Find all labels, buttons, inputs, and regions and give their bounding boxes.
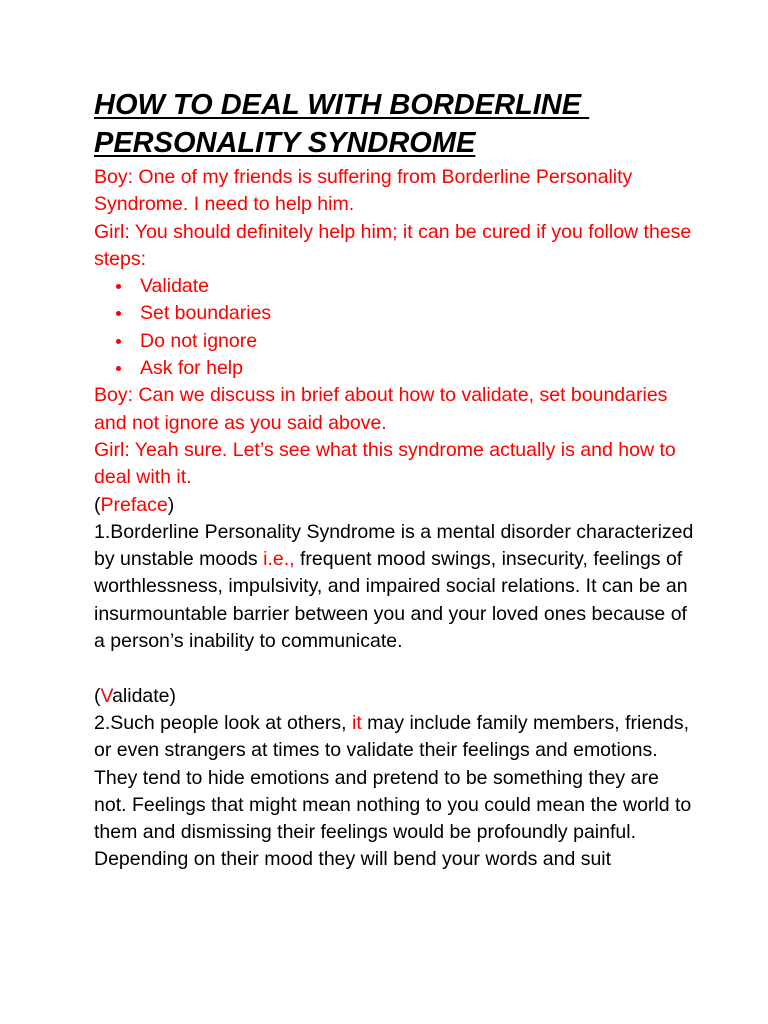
girl-line-2: Girl: Yeah sure. Let’s see what this syndrome actually is and how to deal with it. <box>94 438 676 489</box>
list-item: Do not ignore <box>116 328 694 355</box>
title-line-1: HOW TO DEAL WITH BORDERLINE <box>94 89 590 121</box>
title-line-2: PERSONALITY SYNDROME <box>94 127 476 159</box>
validate-heading: (Validate) <box>94 684 177 707</box>
bullet-icon <box>116 366 121 371</box>
document-title <box>94 86 694 162</box>
bullet-icon <box>116 311 121 316</box>
validate-paragraph: 2.Such people look at others, it may include family members, friends, or even strangers at times to validate their feelings and emotions. They tend to hide emotions and pretend to be something they are not. Feelings that might mean nothing to you could mean the world to them and dismissing their feelings would be profoundly painful. Depending on their mood they will bend your words and suit <box>94 711 692 871</box>
list-item: Ask for help <box>116 355 694 382</box>
bullet-icon <box>116 284 121 289</box>
list-item: Validate <box>116 273 694 300</box>
dialogue-section <box>94 164 694 492</box>
steps-list <box>94 273 694 382</box>
boy-line-1: Boy: One of my friends is suffering from Borderline Personality Syndrome. I need to help him. <box>94 166 633 216</box>
list-item: Set boundaries <box>116 300 694 327</box>
preface-heading: (Preface) <box>94 493 175 516</box>
preface-paragraph: 1.Borderline Personality Syndrome is a mental disorder characterized by unstable moods i.e., frequent mood swings, insecurity, feelings of worthlessness, impulsivity, and impaired social relations. It can be an insurmountable barrier between you and your loved ones because of a person’s inability to communicate. <box>94 520 694 653</box>
girl-line-1: Girl: You should definitely help him; it can be cured if you follow these steps: <box>94 220 692 270</box>
paragraph-spacer <box>94 655 694 682</box>
bullet-icon <box>116 339 121 344</box>
boy-line-2: Boy: Can we discuss in brief about how to validate, set boundaries and not ignore as you said above. <box>94 384 668 434</box>
document-page <box>94 86 694 874</box>
